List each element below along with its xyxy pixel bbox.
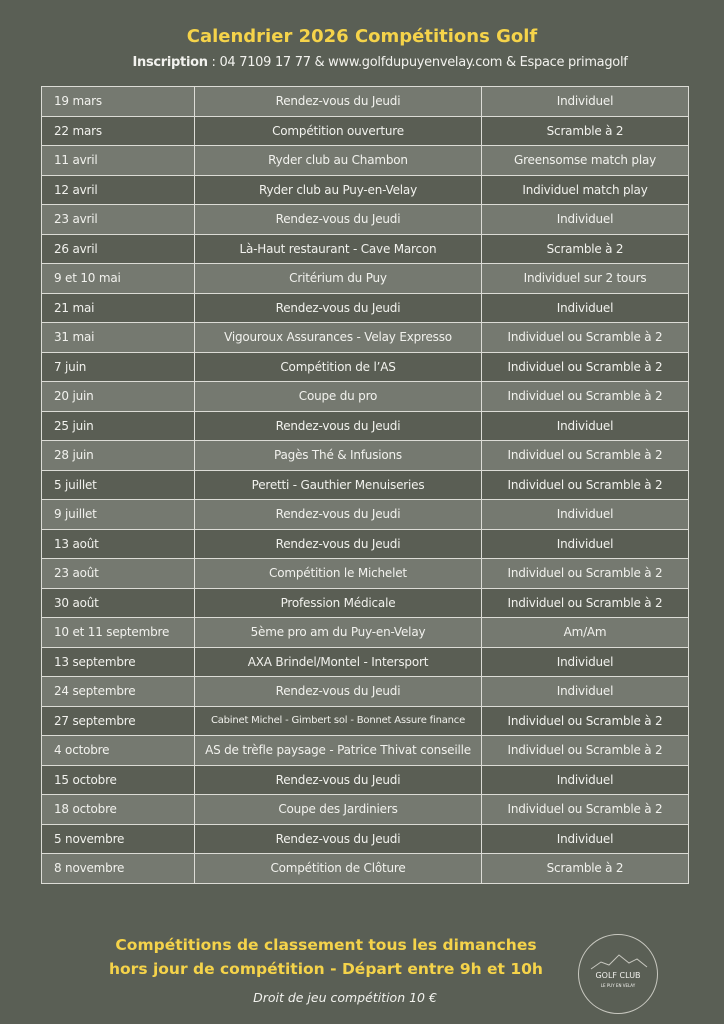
cell-format: Individuel match play (482, 175, 689, 205)
cell-event: Rendez-vous du Jeudi (195, 411, 482, 441)
cell-event: Ryder club au Chambon (195, 146, 482, 176)
cell-date: 5 juillet (42, 470, 195, 500)
cell-event: Profession Médicale (195, 588, 482, 618)
cell-format: Greensomse match play (482, 146, 689, 176)
cell-date: 23 août (42, 559, 195, 589)
cell-event: AXA Brindel/Montel - Intersport (195, 647, 482, 677)
cell-event: Ryder club au Puy-en-Velay (195, 175, 482, 205)
cell-date: 19 mars (42, 87, 195, 117)
table-row (42, 352, 689, 382)
cell-date: 9 et 10 mai (42, 264, 195, 294)
cell-format: Individuel (482, 500, 689, 530)
table-row (42, 706, 689, 736)
cell-event: Compétition de Clôture (195, 854, 482, 884)
cell-format: Individuel ou Scramble à 2 (482, 559, 689, 589)
cell-event: Vigouroux Assurances - Velay Expresso (195, 323, 482, 353)
table-row (42, 824, 689, 854)
cell-date: 4 octobre (42, 736, 195, 766)
footer-line-2: hors jour de compétition - Départ entre 9h et 10h (109, 960, 543, 978)
table-row (42, 500, 689, 530)
cell-event: AS de trèfle paysage - Patrice Thivat conseille (195, 736, 482, 766)
cell-date: 18 octobre (42, 795, 195, 825)
cell-format: Individuel (482, 529, 689, 559)
cell-event: Rendez-vous du Jeudi (195, 500, 482, 530)
cell-format: Individuel sur 2 tours (482, 264, 689, 294)
table-row (42, 854, 689, 884)
cell-event: Pagès Thé & Infusions (195, 441, 482, 471)
table-row (42, 146, 689, 176)
cell-event: Peretti - Gauthier Menuiseries (195, 470, 482, 500)
cell-date: 28 juin (42, 441, 195, 471)
cell-date: 7 juin (42, 352, 195, 382)
cell-date: 23 avril (42, 205, 195, 235)
inscription-text: : 04 7109 17 77 & www.golfdupuyenvelay.com & Espace primagolf (207, 55, 628, 70)
table-row (42, 382, 689, 412)
cell-format: Am/Am (482, 618, 689, 648)
logo-sub: LE PUY EN VELAY (600, 983, 636, 988)
cell-format: Scramble à 2 (482, 116, 689, 146)
cell-date: 8 novembre (42, 854, 195, 884)
cell-date: 20 juin (42, 382, 195, 412)
cell-event: Rendez-vous du Jeudi (195, 765, 482, 795)
table-row (42, 116, 689, 146)
table-row (42, 588, 689, 618)
table-row (42, 765, 689, 795)
table-row (42, 441, 689, 471)
golf-club-logo (578, 934, 658, 1014)
cell-date: 11 avril (42, 146, 195, 176)
cell-date: 30 août (42, 588, 195, 618)
cell-format: Individuel ou Scramble à 2 (482, 323, 689, 353)
cell-event: Là-Haut restaurant - Cave Marcon (195, 234, 482, 264)
cell-format: Individuel ou Scramble à 2 (482, 352, 689, 382)
table-row (42, 175, 689, 205)
cell-format: Individuel (482, 647, 689, 677)
table-row (42, 618, 689, 648)
table-row (42, 264, 689, 294)
cell-format: Individuel (482, 824, 689, 854)
cell-event: Rendez-vous du Jeudi (195, 293, 482, 323)
cell-event: 5ème pro am du Puy-en-Velay (195, 618, 482, 648)
footer-line-1: Compétitions de classement tous les dimanches (115, 936, 537, 954)
cell-event: Coupe du pro (195, 382, 482, 412)
cell-date: 15 octobre (42, 765, 195, 795)
cell-date: 12 avril (42, 175, 195, 205)
cell-date: 9 juillet (42, 500, 195, 530)
page-title: Calendrier 2026 Compétitions Golf (186, 26, 538, 47)
table-row (42, 647, 689, 677)
cell-format: Individuel (482, 677, 689, 707)
cell-date: 10 et 11 septembre (42, 618, 195, 648)
cell-event: Compétition le Michelet (195, 559, 482, 589)
cell-format: Individuel (482, 293, 689, 323)
table-row (42, 234, 689, 264)
cell-format: Individuel ou Scramble à 2 (482, 382, 689, 412)
cell-format: Individuel ou Scramble à 2 (482, 706, 689, 736)
table-row (42, 293, 689, 323)
table-row (42, 736, 689, 766)
table-row (42, 323, 689, 353)
cell-format: Individuel (482, 411, 689, 441)
cell-event: Rendez-vous du Jeudi (195, 529, 482, 559)
cell-event: Compétition ouverture (195, 116, 482, 146)
cell-format: Individuel ou Scramble à 2 (482, 736, 689, 766)
table-row (42, 87, 689, 117)
cell-event: Rendez-vous du Jeudi (195, 677, 482, 707)
inscription-line (0, 55, 724, 70)
cell-event: Rendez-vous du Jeudi (195, 205, 482, 235)
cell-event: Cabinet Michel - Gimbert sol - Bonnet Assure finance (195, 706, 482, 736)
table-row (42, 205, 689, 235)
cell-date: 31 mai (42, 323, 195, 353)
cell-format: Scramble à 2 (482, 854, 689, 884)
table-row (42, 470, 689, 500)
cell-date: 24 septembre (42, 677, 195, 707)
cell-format: Individuel (482, 87, 689, 117)
table-row (42, 795, 689, 825)
cell-format: Individuel ou Scramble à 2 (482, 441, 689, 471)
cell-date: 25 juin (42, 411, 195, 441)
cell-format: Individuel (482, 765, 689, 795)
cell-format: Individuel ou Scramble à 2 (482, 470, 689, 500)
cell-event: Compétition de l’AS (195, 352, 482, 382)
cell-date: 21 mai (42, 293, 195, 323)
cell-event: Coupe des Jardiniers (195, 795, 482, 825)
cell-format: Individuel (482, 205, 689, 235)
cell-date: 27 septembre (42, 706, 195, 736)
cell-event: Critérium du Puy (195, 264, 482, 294)
logo-name: GOLF CLUB (595, 971, 641, 980)
cell-date: 13 septembre (42, 647, 195, 677)
cell-date: 22 mars (42, 116, 195, 146)
table-row (42, 559, 689, 589)
cell-event: Rendez-vous du Jeudi (195, 824, 482, 854)
table-row (42, 529, 689, 559)
fee-note: Droit de jeu compétition 10 € (253, 990, 437, 1005)
cell-date: 13 août (42, 529, 195, 559)
cell-date: 26 avril (42, 234, 195, 264)
table-row (42, 411, 689, 441)
cell-event: Rendez-vous du Jeudi (195, 87, 482, 117)
table-row (42, 677, 689, 707)
inscription-label: Inscription (132, 55, 208, 70)
competition-table (41, 86, 689, 884)
cell-format: Individuel ou Scramble à 2 (482, 588, 689, 618)
cell-format: Scramble à 2 (482, 234, 689, 264)
cell-format: Individuel ou Scramble à 2 (482, 795, 689, 825)
cell-date: 5 novembre (42, 824, 195, 854)
